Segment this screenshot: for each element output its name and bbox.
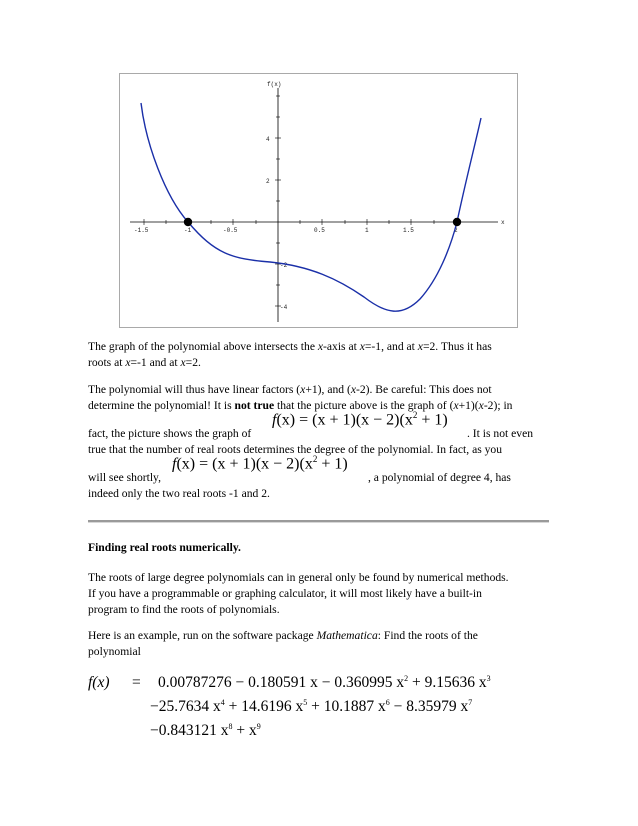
section-p2-line1: Here is an example, run on the software package Mathematica: Find the roots of the [88,629,478,642]
section-heading: Finding real roots numerically. [88,541,241,554]
x-tick-label: 0.5 [314,227,325,234]
para2-line5b: , a polynomial of degree 4, has [368,471,511,484]
x-tick-label: 2 [454,227,458,234]
para2-line2: determine the polynomial! It is not true that the picture above is the graph of (x+1)(x-2); in [88,399,513,412]
para2-line1: The polynomial will thus have linear factors (x+1), and (x-2). Be careful: This does not [88,383,492,396]
para2-line3b: . It is not even [467,427,534,440]
function-graph [119,73,518,328]
graph-svg [120,74,519,329]
y-tick-label: -2 [280,262,288,269]
x-tick-label: 1 [365,227,369,234]
para2-line6: indeed only the two real roots -1 and 2. [88,487,270,500]
y-tick-label: 2 [266,178,270,185]
y-axis-label: f(x) [267,81,282,88]
root-marker-neg1 [184,218,192,226]
x-tick-label: 1.5 [403,227,414,234]
poly-lhs: f(x) [88,674,110,691]
para2-line5a: will see shortly, [88,471,161,484]
section-p1-line1: The roots of large degree polynomials can in general only be found by numerical methods. [88,571,509,584]
section-p1-line2: If you have a programmable or graphing calculator, it will most likely have a built-in [88,587,482,600]
poly-row2: −25.7634 $x^4 + 14.6196$ $x^5 + 10.1887$ $x^6 - 8.35979$ $x^7$ [150,698,473,716]
section-p2-line2: polynomial [88,645,141,658]
x-tick-label: -0.5 [223,227,238,234]
x-tick-label: -1.5 [134,227,149,234]
equation-1: $f(x) = (x + 1)(x - 2)(x^2 + 1)$ [272,410,448,429]
y-tick-label: -4 [280,304,288,311]
section-p1-line3: program to find the roots of polynomials. [88,603,280,616]
root-marker-2 [453,218,461,226]
polynomial-curve [141,103,481,311]
para2-line4: true that the number of real roots determines the degree of the polynomial. In fact, as you [88,443,503,456]
x-axis-label: x [501,219,505,226]
para2-line3a: fact, the picture shows the graph of [88,427,252,440]
horizontal-rule [88,520,549,523]
x-tick-label: -1 [184,227,192,234]
poly-equals: = [132,674,141,691]
para1-line2: roots at x=-1 and at x=2. [88,356,201,369]
y-tick-label: 4 [266,136,270,143]
equation-2: $f(x) = (x + 1)(x - 2)(x^2 + 1)$ [172,454,348,473]
poly-row3: −0.843121 $x^8 + x^9$ [150,722,261,740]
para1-line1: The graph of the polynomial above intersects the x-axis at x=-1, and at x=2. Thus it has [88,340,492,353]
poly-row1: 0.00787276 − 0.180591 x − 0.360995 $x^2 + 9.15636$ $x^3$ [158,674,491,692]
